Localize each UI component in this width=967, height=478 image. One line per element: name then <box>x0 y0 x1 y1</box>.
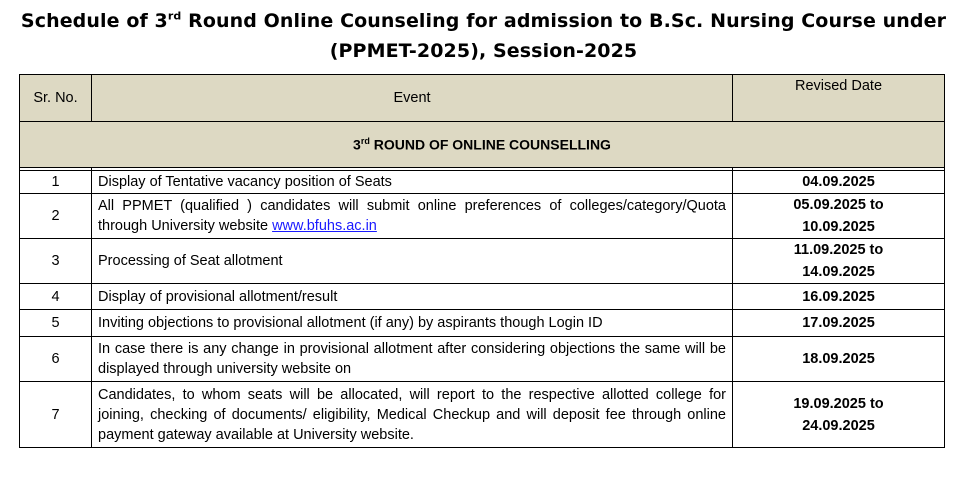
row-event: Display of Tentative vacancy position of Seats <box>92 171 733 194</box>
row-date: 04.09.2025 <box>733 171 945 194</box>
row-sr-no: 7 <box>20 382 92 448</box>
row-sr-no: 1 <box>20 171 92 194</box>
row-event: Candidates, to whom seats will be allocated, will report to the respective allotted college for joining, checking of documents/ eligibility, Medical Checkup and will deposit fee through online payment gateway available at University website. <box>92 382 733 448</box>
row-sr-no: 4 <box>20 284 92 310</box>
row-event: Processing of Seat allotment <box>92 239 733 284</box>
header-revised-date: Revised Date <box>733 75 945 122</box>
row-date: 18.09.2025 <box>733 337 945 382</box>
row-date: 17.09.2025 <box>733 310 945 337</box>
row-event: In case there is any change in provisional allotment after considering objections the same will be displayed through university website on <box>92 337 733 382</box>
row-sr-no: 5 <box>20 310 92 337</box>
row-date: 16.09.2025 <box>733 284 945 310</box>
row-event: Display of provisional allotment/result <box>92 284 733 310</box>
title-line-2: (PPMET-2025), Session-2025 <box>329 40 638 62</box>
row-sr-no: 6 <box>20 337 92 382</box>
section-row <box>20 122 945 168</box>
table-row <box>20 310 945 337</box>
table-row <box>20 382 945 448</box>
page-title <box>0 6 967 66</box>
title-line-1: Schedule of 3rd Round Online Counseling for admission to B.Sc. Nursing Course under <box>20 9 947 32</box>
table-row <box>20 239 945 284</box>
row-event: All PPMET (qualified ) candidates will submit online preferences of colleges/category/Quota through University website www.bfuhs.ac.in <box>92 194 733 239</box>
row-date: 19.09.2025 to 24.09.2025 <box>733 382 945 448</box>
schedule-table <box>19 74 945 448</box>
row-sr-no: 3 <box>20 239 92 284</box>
row-event: Inviting objections to provisional allotment (if any) by aspirants though Login ID <box>92 310 733 337</box>
header-event: Event <box>92 75 733 122</box>
table-row <box>20 194 945 239</box>
header-sr-no: Sr. No. <box>20 75 92 122</box>
row-date: 05.09.2025 to 10.09.2025 <box>733 194 945 239</box>
table-row <box>20 171 945 194</box>
table-row <box>20 337 945 382</box>
university-website-link[interactable]: www.bfuhs.ac.in <box>272 218 377 234</box>
table-header-row <box>20 75 945 122</box>
section-heading: 3rd ROUND OF ONLINE COUNSELLING <box>20 122 945 168</box>
row-date: 11.09.2025 to 14.09.2025 <box>733 239 945 284</box>
table-row <box>20 284 945 310</box>
row-sr-no: 2 <box>20 194 92 239</box>
